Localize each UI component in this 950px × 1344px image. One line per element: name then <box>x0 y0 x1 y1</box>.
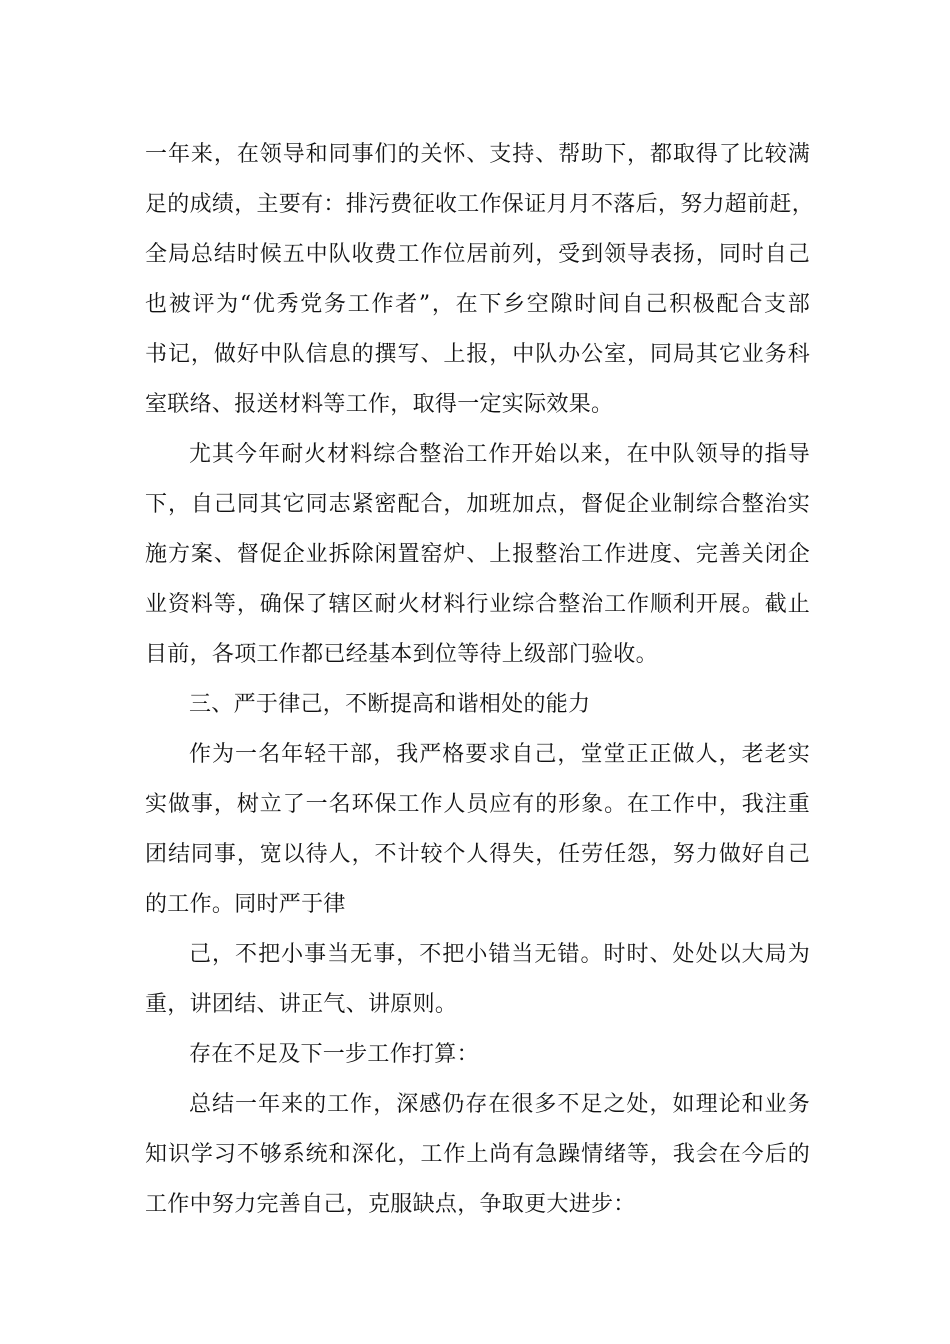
paragraph-line: 总结一年来的工作，深感仍存在很多不足之处，如理论和业务 <box>189 1092 810 1117</box>
paragraph-line: 也被评为“优秀党务工作者”，在下乡空隙时间自己积极配合支部 <box>145 292 810 317</box>
paragraph-line: 作为一名年轻干部，我严格要求自己，堂堂正正做人，老老实 <box>189 742 810 767</box>
section-heading: 三、严于律己，不断提高和谐相处的能力 <box>189 692 591 717</box>
document-body <box>145 130 815 1230</box>
paragraph-line: 全局总结时候五中队收费工作位居前列，受到领导表扬，同时自己 <box>145 242 810 267</box>
paragraph-line: 尤其今年耐火材料综合整治工作开始以来，在中队领导的指导 <box>189 442 810 467</box>
paragraph-line: 重，讲团结、讲正气、讲原则。 <box>145 992 458 1017</box>
paragraph-line: 工作中努力完善自己，克服缺点，争取更大进步： <box>145 1192 636 1217</box>
paragraph-line: 足的成绩，主要有：排污费征收工作保证月月不落后，努力超前赶， <box>145 192 815 217</box>
paragraph-line: 团结同事，宽以待人，不计较个人得失，任劳任怨，努力做好自己 <box>145 842 810 867</box>
paragraph-line: 实做事，树立了一名环保工作人员应有的形象。在工作中，我注重 <box>145 792 810 817</box>
paragraph-line: 目前，各项工作都已经基本到位等待上级部门验收。 <box>145 642 658 667</box>
paragraph-line: 一年来，在领导和同事们的关怀、支持、帮助下，都取得了比较满 <box>145 142 810 167</box>
paragraph-line: 己，不把小事当无事，不把小错当无错。时时、处处以大局为 <box>189 942 810 967</box>
paragraph-line: 知识学习不够系统和深化，工作上尚有急躁情绪等，我会在今后的 <box>145 1142 810 1167</box>
paragraph-line: 业资料等，确保了辖区耐火材料行业综合整治工作顺利开展。截止 <box>145 592 810 617</box>
paragraph-line: 书记，做好中队信息的撰写、上报，中队办公室，同局其它业务科 <box>145 342 810 367</box>
paragraph-line: 施方案、督促企业拆除闲置窑炉、上报整治工作进度、完善关闭企 <box>145 542 810 567</box>
paragraph-line: 室联络、报送材料等工作，取得一定实际效果。 <box>145 392 614 417</box>
section-heading: 存在不足及下一步工作打算： <box>189 1042 479 1067</box>
paragraph-line: 的工作。同时严于律 <box>145 892 346 917</box>
paragraph-line: 下，自己同其它同志紧密配合，加班加点，督促企业制综合整治实 <box>145 492 810 517</box>
